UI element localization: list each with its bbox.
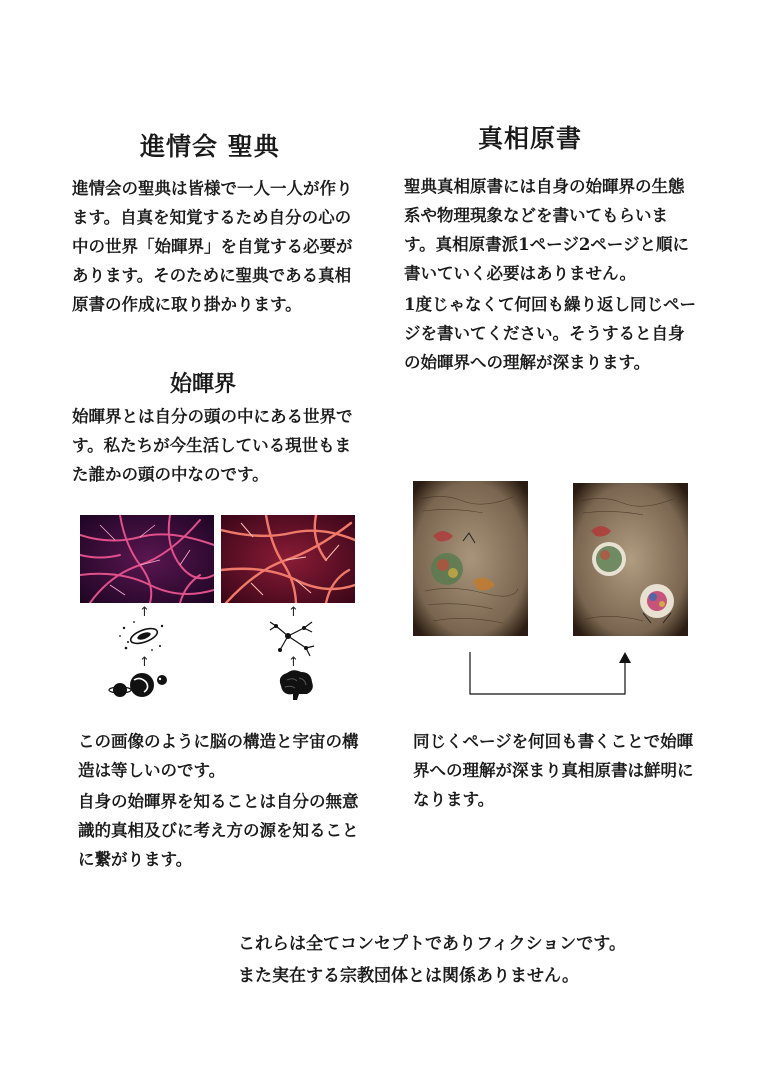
arrow-up-icon: ↑ — [139, 605, 150, 620]
right-caption — [413, 727, 705, 814]
neuron-icon — [266, 618, 318, 658]
flow-arrow-icon — [465, 648, 635, 698]
brain-icon — [275, 668, 315, 702]
cosmic-web-image — [80, 515, 214, 603]
description-text: 始暉界とは自分の頭の中にある世界です。私たちが今生活している現世もまた誰かの頭の中なのです。 — [72, 407, 353, 484]
disclaimer — [238, 928, 718, 992]
caption-brain-universe: この画像のように脳の構造と宇宙の構造は等しいのです。 — [78, 732, 359, 780]
manuscript-page-first — [413, 481, 528, 636]
caption-know-shikikai: 自身の始暉界を知ることは自分の無意識的真相及びに考え方の源を知ることに繋がります。 — [78, 792, 359, 869]
right-title: 真相原書 — [478, 124, 583, 153]
right-para-1: 聖典真相原書には自身の始暉界の生態系や物理現象などを書いてもらいます。真相原書派1ページ2ページと順に書いていく必要はありません。 — [404, 177, 689, 283]
arrow-up-icon-right-lower: ↑ — [288, 655, 299, 670]
left-captions — [78, 727, 368, 874]
description-paragraph — [72, 402, 362, 489]
right-paragraphs — [404, 172, 696, 377]
left-title: 進情会 聖典 — [140, 132, 280, 161]
galaxy-icon — [116, 618, 168, 654]
disclaimer-line-1: これらは全てコンセプトでありフィクションです。 — [238, 934, 626, 954]
right-para-2: 1度じゃなくて何回も繰り返し同じページを書いてください。そうすると自身の始暉界への理解が深まります。 — [404, 295, 696, 372]
arrow-up-icon-lower: ↑ — [139, 655, 150, 670]
neuron-network-image — [221, 515, 355, 603]
disclaimer-line-2: また実在する宗教団体とは関係ありません。 — [238, 966, 580, 986]
planets-icon — [106, 670, 170, 702]
manuscript-page-revised — [573, 483, 688, 636]
intro-text: 進情会の聖典は皆様で一人一人が作ります。自真を知覚するため自分の心の中の世界「始暉界」を自覚する必要があります。そのために聖典である真相原書の作成に取り掛かります。 — [72, 179, 353, 314]
right-caption-text: 同じくページを何回も書くことで始暉界への理解が深まり真相原書は鮮明になります。 — [413, 732, 694, 809]
arrow-up-icon-right: ↑ — [288, 605, 299, 620]
subtitle-shikikai: 始暉界 — [170, 371, 237, 397]
intro-paragraph — [72, 174, 362, 319]
